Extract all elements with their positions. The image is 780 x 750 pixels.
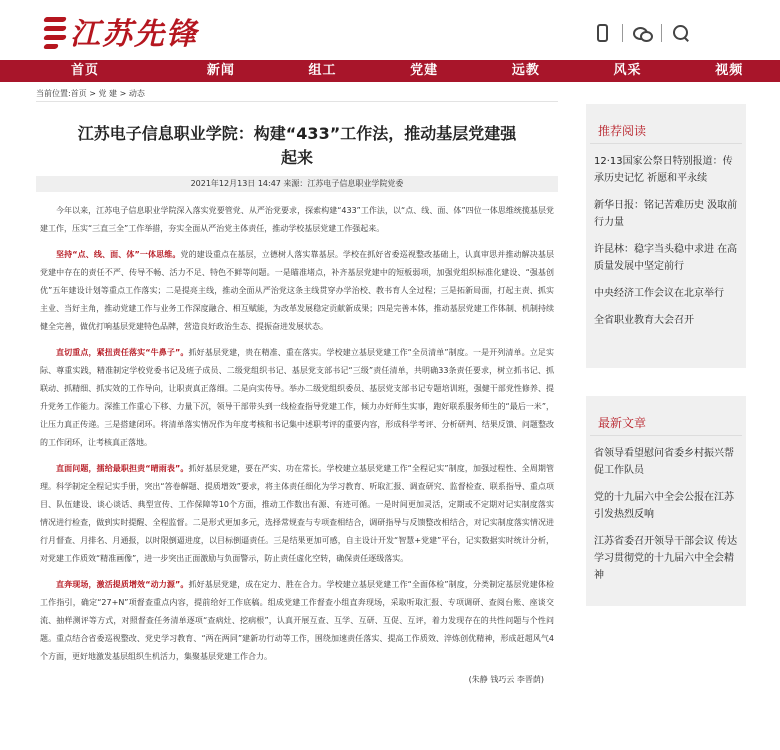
article-meta: 2021年12月13日 14:47 来源：江苏电子信息职业学院党委 xyxy=(36,176,558,192)
recommend-item[interactable]: 新华日报：铭记苦难历史 汲取前行力量 xyxy=(594,200,738,228)
article-title: 江苏电子信息职业学院：构建“433”工作法，推动基层党建强起来 xyxy=(77,124,517,167)
recommend-item[interactable]: 全省职业教育大会召开 xyxy=(594,315,694,326)
logo-text: 江苏先锋 xyxy=(70,17,198,52)
recommend-list xyxy=(586,144,746,338)
paragraph-lead: 直奔现场，激活提质增效“动力源”。 xyxy=(56,580,189,589)
nav-home[interactable]: 首页 xyxy=(70,63,99,78)
recommend-item[interactable]: 12·13国家公祭日特别报道：传承历史记忆 祈愿和平永续 xyxy=(594,156,733,184)
recommend-panel xyxy=(586,104,746,368)
nav-remote-education[interactable]: 远教 xyxy=(511,63,540,78)
recommend-title: 推荐阅读 xyxy=(590,104,742,144)
latest-item[interactable]: 江苏省委召开领导干部会议 传达学习贯彻党的十九届六中全会精神 xyxy=(594,536,738,581)
latest-title: 最新文章 xyxy=(590,396,742,436)
latest-panel xyxy=(586,396,746,606)
article-paragraph xyxy=(40,246,554,336)
wechat-icon[interactable] xyxy=(633,24,651,42)
nav-party-building[interactable]: 党建 xyxy=(410,63,439,78)
nav-video[interactable]: 视频 xyxy=(715,63,744,78)
header-divider xyxy=(661,24,662,42)
article-paragraph xyxy=(40,460,554,568)
breadcrumb[interactable]: 当前位置:首页 > 党 建 > 动态 xyxy=(36,88,558,102)
nav-showcase[interactable]: 风采 xyxy=(613,63,642,78)
article-paragraph xyxy=(40,344,554,452)
paragraph-text: 抓好基层党建，要在严实、功在常长。学校建立基层党建工作“全程记实”制度，加强过程性、全周期管理。科学制定全程记实手册，突出“答卷解题、提质增效”要求，将主体责任细化为学习教育、听取汇报、调查研究、监督检查、联系指导、重点项目、队伍建设、谈心谈话、典型宣传、工作保障等10个方面，推动工作数出有源、有迹可循。一是时间更加灵活，定期或不定期对记实制度落实情况进行检查，做到实时提醒、全程监督。二是形式更加多元，选择常规查与专项查相结合，调研指导与反馈整改相结合，对记实制度落实情况进行月督查、月排名、月通报，以时限倒逼进度，以目标倒逼责任。三是结果更加可感，自主设计开发“智慧+党建”平台，记实数据实时统计分析，对党建工作质效“精准画像”，进一步突出正面激励与负面警示，防止责任虚化空转，确保责任逐级落实。 xyxy=(40,464,555,563)
paragraph-text: 抓好基层党建，成在定力、胜在合力。学校建立基层党建工作“全面体检”制度，分类制定基层党建体检工作指引，确定“27+N”项督查重点内容，提前给好工作底稿。组成党建工作督查小组直奔现场，采取听取汇报、专项调研、查阅台账、座谈交流、抽样测评等方式，对照督查任务清单逐项“查病灶、挖病根”，认真开展互查、互学、互研、互促、互评，着力发现存在的共性问题与个性问题。重点结合省委巡视整改、党史学习教育、“两在两同”建新功行动等工作，围绕加速责任落实、提高工作质效、淬炼创优精神，形成赶超风气4个方面，更好地激发基层组织生机活力，集聚基层党建工作合力。 xyxy=(40,580,555,661)
recommend-item[interactable]: 中央经济工作会议在北京举行 xyxy=(594,288,724,299)
paragraph-text: 抓好基层党建，贵在精准、重在落实。学校建立基层党建工作“全员清单”制度。一是开列清单。立足实际、尊重实践，精准制定学校党委书记及班子成员、二级党组织书记、基层党支部书记“三级”责任清单，共明确33条责任要求，树立抓书记、抓联动、抓精细、抓实效的工作导向，让职责真正落细。二是向实传导。举办二级党组织委员、基层党支部书记专题培训班，强健干部党性修养、提升党务工作能力。深推工作重心下移、力量下沉，领导干部带头到一线检查指导党建工作，倾力办好师生实事，跑好联系服务师生的“最后一米”，让压力真正传递。三是搭建闭环。将清单落实情况作为年度考核和书记集中述职考评的重要内容，形成科学考评、分析研判、结果反馈、问题整改的工作闭环，让考核真正落地。 xyxy=(40,348,555,447)
article-body xyxy=(36,202,558,685)
main-nav xyxy=(0,60,780,82)
logo-mark-icon xyxy=(44,13,66,49)
phone-icon[interactable] xyxy=(597,24,608,42)
search-icon[interactable] xyxy=(672,24,690,42)
paragraph-lead: 坚持“点、线、面、体”一体思维。 xyxy=(56,250,181,259)
recommend-item[interactable]: 许昆林：稳字当头稳中求进 在高质量发展中坚定前行 xyxy=(594,244,738,272)
latest-item[interactable]: 省领导看望慰问省委乡村振兴帮促工作队员 xyxy=(594,448,734,476)
article xyxy=(36,104,558,685)
nav-organization[interactable]: 组工 xyxy=(308,63,337,78)
paragraph-lead: 直面问题，擂给最职担责“晴雨表”。 xyxy=(56,464,189,473)
paragraph-lead: 直切重点，紧扭责任落实“牛鼻子”。 xyxy=(56,348,189,357)
paragraph-text: 党的建设重点在基层，立德树人落实靠基层。学校在抓好省委巡视整改基础上，认真审思并推动解决基层党建中存在的责任不严、传导不畅、活力不足、特色不鲜等问题。一是瞄准堵点，补齐基层党建中的短板弱项，加强党组织标准化建设、“强基创优”五年建设计划等重点工作落实；二是提亮主线，推动全面从严治党这条主线贯穿办学治校、教书育人全过程；三是拓新局面，打起主责、抓实主业、当好主角，推动党建工作与业务工作深度融合、相互赋能，为改革发展稳定贡献新成果；四是完善本体，推动基层党建工作体制、机制持续健全完善，做优打响基层党建特色品牌，营造良好政治生态、提振奋进发展状态。 xyxy=(40,250,555,331)
article-paragraph xyxy=(40,576,554,666)
header-icons xyxy=(583,24,700,42)
latest-list xyxy=(586,436,746,593)
article-author: (朱静 钱巧云 李晋荫) xyxy=(468,675,544,684)
article-intro: 今年以来，江苏电子信息职业学院深入落实党要管党、从严治党要求，探索构建“433”工作法，以“点、线、面、体”四位一体思维统揽基层党建工作，压实“三直三全”工作举措，夯实全面从严治党主体责任，推动学校基层党建工作强起来。 xyxy=(40,206,554,233)
site-header xyxy=(0,0,780,60)
header-divider xyxy=(622,24,623,42)
nav-news[interactable]: 新闻 xyxy=(206,63,235,78)
site-logo[interactable] xyxy=(44,10,198,52)
latest-item[interactable]: 党的十九届六中全会公报在江苏引发热烈反响 xyxy=(594,492,734,520)
